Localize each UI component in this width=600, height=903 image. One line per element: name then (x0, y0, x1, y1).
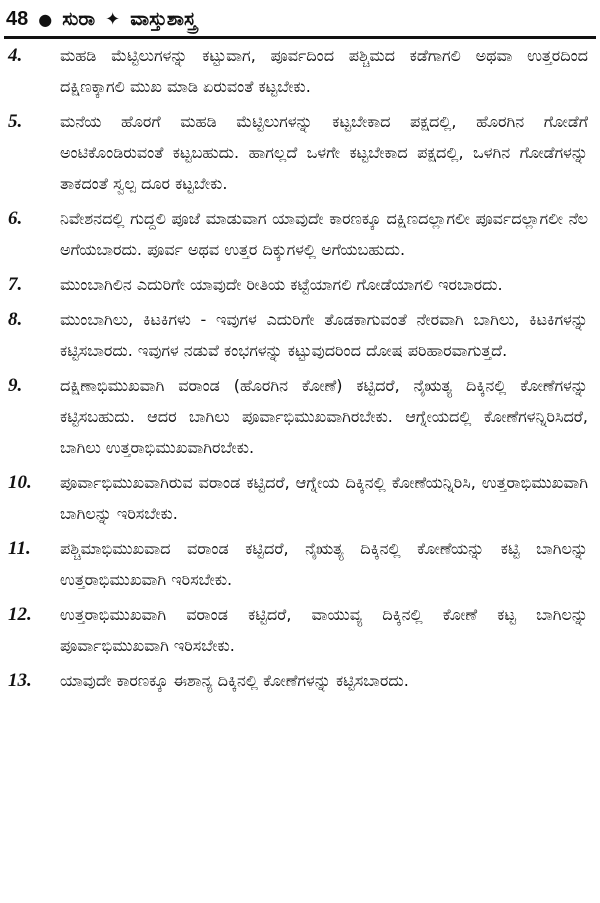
item-text: ಪೂರ್ವಾಭಿಮುಖವಾಗಿರುವ ವರಾಂಡ ಕಟ್ಟಿದರೆ, ಆಗ್ನೇಯ ದಿಕ್ಕಿನಲ್ಲಿ ಕೋಣೆಯನ್ನಿರಿಸಿ, ಉತ್ತರಾಭಿಮುಖವಾಗಿ ಬಾಗಿಲನ್ನು ಇರಿಸಬೇಕು. (60, 473, 588, 523)
item-text: ನಿವೇಶನದಲ್ಲಿ ಗುದ್ದಲಿ ಪೂಜೆ ಮಾಡುವಾಗ ಯಾವುದೇ ಕಾರಣಕ್ಕೂ ದಕ್ಷಿಣದಲ್ಲಾಗಲೀ ಪೂರ್ವದಲ್ಲಾಗಲೀ ನೆಲ ಅಗೆಯಬಾರದು. ಪೂರ್ವ ಅಥವ ಉತ್ತರ ದಿಕ್ಕುಗಳಲ್ಲಿ ಅಗೆಯಬಹುದು. (60, 209, 588, 259)
item-number: 10. (8, 472, 32, 493)
page-header (6, 4, 594, 34)
item-number: 8. (8, 309, 23, 330)
item-number: 7. (8, 274, 23, 295)
item-number: 11. (8, 538, 31, 559)
list-item (0, 533, 600, 595)
item-text: ಉತ್ತರಾಭಿಮುಖವಾಗಿ ವರಾಂಡ ಕಟ್ಟಿದರೆ, ವಾಯುವ್ಯ ದಿಕ್ಕಿನಲ್ಲಿ ಕೋಣೆ ಕಟ್ಟ ಬಾಗಿಲನ್ನು ಪೂರ್ವಾಭಿಮುಖವಾಗಿ ಇರಿಸಬೇಕು. (60, 605, 588, 655)
item-number: 13. (8, 670, 32, 691)
item-number: 5. (8, 111, 23, 132)
header-rule (4, 36, 596, 39)
item-text: ಮನೆಯ ಹೊರಗೆ ಮಹಡಿ ಮೆಟ್ಟಿಲುಗಳನ್ನು ಕಟ್ಟಬೇಕಾದ ಪಕ್ಷದಲ್ಲಿ, ಹೊರಗಿನ ಗೋಡೆಗೆ ಅಂಟಿಕೊಂಡಿರುವಂತೆ ಕಟ್ಟಬಹುದು. ಹಾಗಲ್ಲದೆ ಒಳಗೇ ಕಟ್ಟಬೇಕಾದ ಪಕ್ಷದಲ್ಲಿ, ಒಳಗಿನ ಗೋಡೆಗಳನ್ನು ತಾಕದಂತೆ ಸ್ವಲ್ಪ ದೂರ ಕಟ್ಟಬೇಕು. (60, 112, 588, 193)
item-number: 4. (8, 45, 23, 66)
item-text: ಮಹಡಿ ಮೆಟ್ಟಿಲುಗಳನ್ನು ಕಟ್ಟುವಾಗ, ಪೂರ್ವದಿಂದ ಪಶ್ಚಿಮದ ಕಡೆಗಾಗಲಿ ಅಥವಾ ಉತ್ತರದಿಂದ ದಕ್ಷಿಣಕ್ಕಾಗಲಿ ಮುಖ ಮಾಡಿ ಏರುವಂತೆ ಕಟ್ಟಬೇಕು. (60, 46, 588, 96)
page-number: 48 (6, 7, 29, 30)
item-number: 9. (8, 375, 23, 396)
item-text: ಯಾವುದೇ ಕಾರಣಕ್ಕೂ ಈಶಾನ್ಯ ದಿಕ್ಕಿನಲ್ಲಿ ಕೋಣೆಗಳನ್ನು ಕಟ್ಟಿಸಬಾರದು. (60, 671, 409, 690)
item-text: ಪಶ್ಚಿಮಾಭಿಮುಖವಾದ ವರಾಂಡ ಕಟ್ಟಿದರೆ, ನೈಋತ್ಯ ದಿಕ್ಕಿನಲ್ಲಿ ಕೋಣೆಯನ್ನು ಕಟ್ಟಿ ಬಾಗಿಲನ್ನು ಉತ್ತರಾಭಿಮುಖವಾಗಿ ಇರಿಸಬೇಕು. (60, 539, 588, 589)
list-item (0, 599, 600, 661)
book-title: ಸುರಾ (62, 8, 96, 30)
item-number: 12. (8, 604, 32, 625)
list-item (0, 106, 600, 199)
item-text: ಮುಂಬಾಗಿಲಿನ ಎದುರಿಗೇ ಯಾವುದೇ ರೀತಿಯ ಕಟ್ಟೆಯಾಗಲಿ ಗೋಡೆಯಾಗಲಿ ಇರಬಾರದು. (60, 275, 503, 294)
list-item (0, 370, 600, 463)
bullet-dot-icon: ● (38, 9, 53, 29)
item-text: ದಕ್ಷಿಣಾಭಿಮುಖವಾಗಿ ವರಾಂಡ (ಹೊರಗಿನ ಕೋಣೆ) ಕಟ್ಟಿದರೆ, ನೈಋತ್ಯ ದಿಕ್ಕಿನಲ್ಲಿ ಕೋಣೆಗಳನ್ನು ಕಟ್ಟಿಸಬಹುದು. ಆದರ ಬಾಗಿಲು ಪೂರ್ವಾಭಿಮುಖವಾಗಿರಬೇಕು. ಆಗ್ನೇಯದಲ್ಲಿ ಕೋಣೆಗಳನ್ನಿರಿಸಿದರೆ, ಬಾಗಿಲು ಉತ್ತರಾಭಿಮುಖವಾಗಿರಬೇಕು. (60, 376, 588, 457)
list-item (0, 467, 600, 529)
list-item (0, 304, 600, 366)
list-item (0, 203, 600, 265)
subject-title: ವಾಸ್ತುಶಾಸ್ತ್ರ (130, 8, 197, 30)
list-item (0, 269, 600, 300)
rules-list (0, 40, 600, 696)
item-text: ಮುಂಬಾಗಿಲು, ಕಿಟಕಿಗಳು - ಇವುಗಳ ಎದುರಿಗೇ ತೊಡಕಾಗುವಂತೆ ನೇರವಾಗಿ ಬಾಗಿಲು, ಕಿಟಕಿಗಳನ್ನು ಕಟ್ಟಿಸಬಾರದು. ಇವುಗಳ ನಡುವೆ ಕಂಭಗಳನ್ನು ಕಟ್ಟುವುದರಿಂದ ದೋಷ ಪರಿಹಾರವಾಗುತ್ತದೆ. (60, 310, 588, 360)
list-item (0, 665, 600, 696)
list-item (0, 40, 600, 102)
item-number: 6. (8, 208, 23, 229)
star-separator-icon: ✦ (105, 8, 121, 30)
